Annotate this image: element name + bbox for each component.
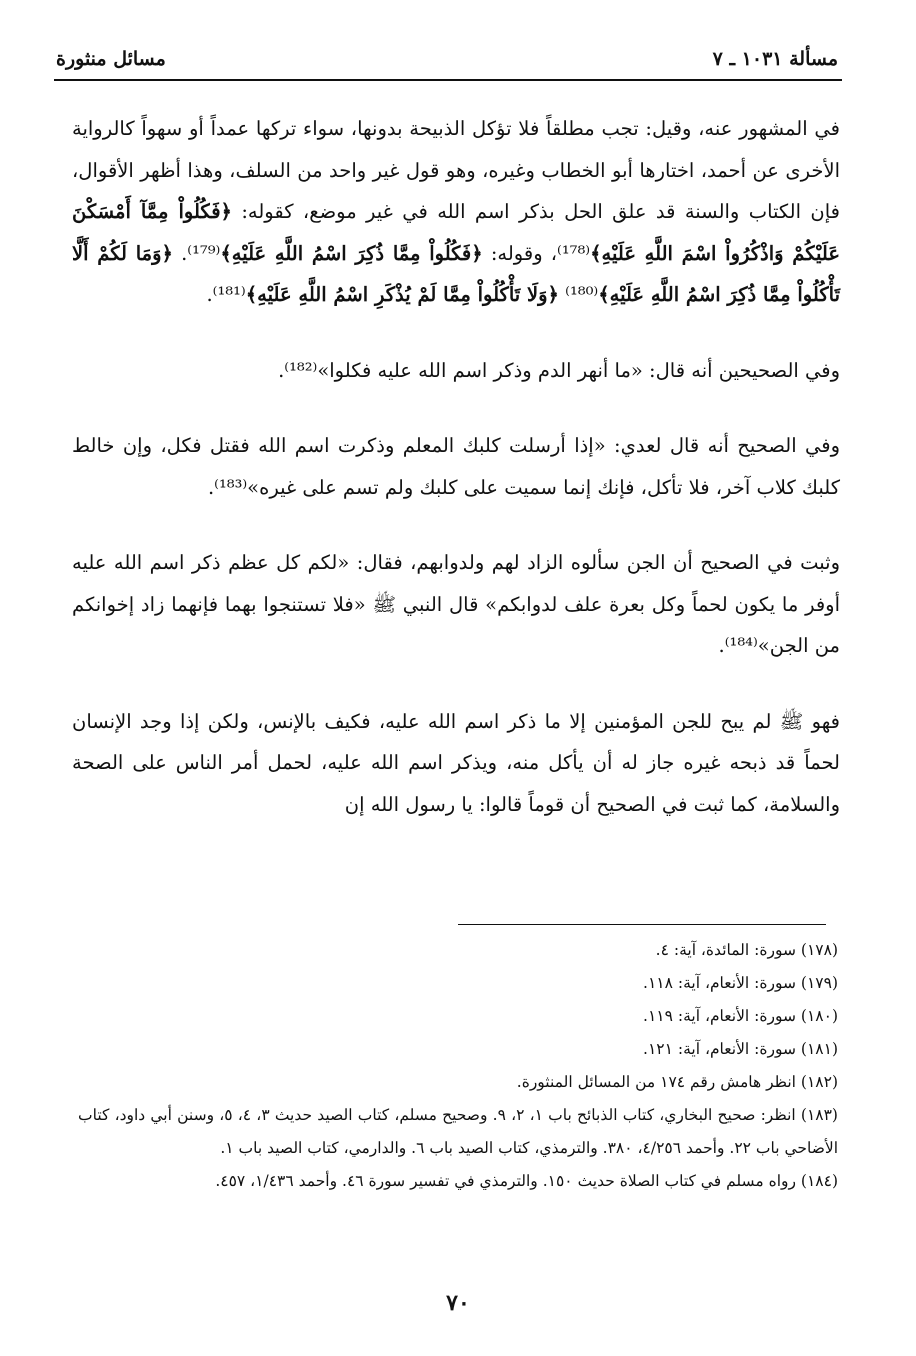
footnote: (١٨٤) رواه مسلم في كتاب الصلاة حديث ١٥٠. والترمذي في تفسير سورة ٤٦. وأحمد ١/٤٣٦، ٤٥٧. — [215, 1172, 838, 1190]
section-title: مسألة ١٠٣١ ـ ٧ — [712, 48, 838, 70]
running-header — [56, 44, 838, 78]
footnote-divider — [458, 924, 826, 925]
paragraph-text: فهو ﷺ لم يبح للجن المؤمنين إلا ما ذكر اسم الله عليه، فكيف بالإنس، ولكن إذا وجد الإنسان لحماً قد ذبحه غيره جاز له أن يأكل منه، ويذكر اسم الله عليه، لحمل أمر الناس على الصحة والسلامة، كما ثبت في الصحيح أن قوماً قالوا: يا رسول الله إن — [72, 709, 840, 816]
footnote: (١٨٣) انظر: صحيح البخاري، كتاب الذبائح باب ١، ٢، ٩. وصحيح مسلم، كتاب الصيد حديث ٣، ٤، ٥، وسنن أبي داود، كتاب الأضاحي باب ٢٢. وأحمد ٤/٢٥٦، ٣٨٠. والترمذي، كتاب الصيد باب ٦. والدارمي، كتاب الصيد باب ١. — [78, 1106, 838, 1157]
main-text — [72, 108, 840, 825]
footnote: (١٨٢) انظر هامش رقم ١٧٤ من المسائل المنثورة. — [516, 1073, 838, 1091]
paragraph — [72, 108, 840, 316]
quran-verse: ﴿فَكُلُواْ مِمَّا ذُكِرَ اسْمُ اللَّهِ عَلَيْهِ﴾ — [220, 241, 483, 265]
footnote: (١٧٩) سورة: الأنعام، آية: ١١٨. — [643, 974, 838, 992]
footnote: (١٧٨) سورة: المائدة، آية: ٤. — [655, 941, 838, 959]
footnote: (١٨٠) سورة: الأنعام، آية: ١١٩. — [643, 1007, 838, 1025]
quran-verse: ﴿فَكُلُواْ مِمَّآ أَمْسَكْنَ عَلَيْكُمْ وَاذْكُرُواْ اسْمَ اللَّهِ عَلَيْهِ﴾ — [72, 200, 840, 265]
paragraph-text: وثبت في الصحيح أن الجن سألوه الزاد لهم ولدوابهم، فقال: «لكم كل عظم ذكر اسم الله عليه أوفر ما يكون لحماً وكل بعرة علف لدوابكم» قال النبي ﷺ «فلا تستنجوا بهما فإنهما زاد إخوانكم من الجن»⁽¹⁸⁴⁾. — [72, 551, 840, 657]
book-title: مسائل منثورة — [56, 48, 166, 70]
page-number: ٧٠ — [446, 1290, 470, 1316]
paragraph-text: ⁽¹⁷⁹⁾. — [172, 241, 221, 265]
paragraph-text: وفي الصحيحين أنه قال: «ما أنهر الدم وذكر اسم الله عليه فكلوا»⁽¹⁸²⁾. — [278, 358, 840, 382]
quran-verse: ﴿وَمَا لَكُمْ أَلَّا تَأْكُلُواْ مِمَّا ذُكِرَ اسْمُ اللَّهِ عَلَيْهِ﴾ — [72, 241, 840, 306]
paragraph-text: ⁽¹⁷⁸⁾، وقوله: — [482, 241, 591, 265]
paragraph-text: في المشهور عنه، وقيل: تجب مطلقاً فلا تؤكل الذبيحة بدونها، سواء تركها عمداً أو سهواً كالرواية الأخرى عن أحمد، اختارها أبو الخطاب وغيره، وهو قول غير واحد من السلف، وهذا أظهر الأقوال، فإن الكتاب والسنة قد علق الحل بذكر اسم الله في غير موضع، كقوله: — [72, 117, 841, 223]
paragraph — [72, 701, 840, 826]
paragraph — [72, 425, 840, 508]
paragraph-text: ⁽¹⁸¹⁾. — [206, 283, 246, 306]
paragraph — [72, 350, 840, 392]
paragraph-text: وفي الصحيح أنه قال لعدي: «إذا أرسلت كلبك المعلم وذكرت اسم الله فقتل فكل، وإن خالط كلبك كلاب آخر، فلا تأكل، فإنك إنما سميت على كلبك ولم تسم على غيره»⁽¹⁸³⁾. — [72, 434, 840, 499]
paragraph — [72, 542, 840, 667]
header-divider — [54, 79, 842, 81]
paragraph-text: ⁽¹⁸⁰⁾ — [558, 283, 599, 306]
quran-verse: ﴿وَلَا تَأْكُلُواْ مِمَّا لَمْ يُذْكَرِ اسْمُ اللَّهِ عَلَيْهِ﴾ — [245, 283, 559, 306]
footnotes — [78, 934, 838, 1198]
footnote: (١٨١) سورة: الأنعام، آية: ١٢١. — [643, 1040, 838, 1058]
